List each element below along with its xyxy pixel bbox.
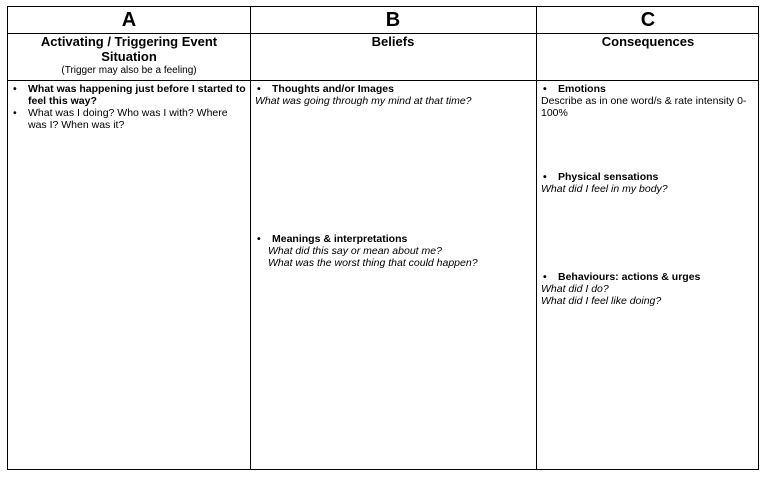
list-item: • What was I doing? Who was I with? Where was I? When was it? (10, 107, 246, 131)
list-item: • What was happening just before I started to feel this way? (10, 83, 246, 107)
section-heading: • Meanings & interpretations (255, 233, 531, 245)
prompt-text: Describe as in one word/s & rate intensity 0-100% (541, 95, 747, 119)
column-letter-c: C (640, 9, 656, 31)
column-title-c: Consequences (601, 34, 695, 49)
column-letter-b: B (385, 9, 401, 31)
column-subtitle-a: (Trigger may also be a feeling) (61, 65, 197, 76)
beliefs-meanings-section (255, 233, 531, 269)
prompt-text: What did I do? (541, 283, 609, 295)
prompt-text: What did I feel like doing? (541, 295, 662, 307)
column-header-c (536, 34, 760, 49)
column-a-body (10, 83, 246, 131)
column-divider (250, 7, 251, 469)
section-heading: • Physical sensations (541, 171, 757, 183)
section-heading: • Behaviours: actions & urges (541, 271, 757, 283)
row-divider (8, 80, 758, 81)
column-title-b: Beliefs (371, 34, 415, 49)
column-header-a (26, 34, 232, 77)
column-title-a: Activating / Triggering Event Situation (40, 34, 218, 64)
consequences-physical-section (541, 171, 757, 195)
section-heading: • Emotions (541, 83, 757, 95)
section-heading: • Thoughts and/or Images (255, 83, 531, 95)
prompt-text: What did I feel in my body? (541, 183, 668, 195)
prompt-text: What was the worst thing that could happen? (268, 257, 478, 269)
column-header-b (250, 34, 536, 49)
consequences-behaviours-section (541, 271, 757, 307)
abc-worksheet-table (7, 6, 759, 470)
prompt-text: What did this say or mean about me? (268, 245, 442, 257)
prompt-text: What was going through my mind at that time? (255, 95, 472, 107)
beliefs-thoughts-section (255, 83, 531, 107)
consequences-emotions-section (541, 83, 757, 119)
column-letter-a: A (121, 9, 137, 31)
column-divider (536, 7, 537, 469)
